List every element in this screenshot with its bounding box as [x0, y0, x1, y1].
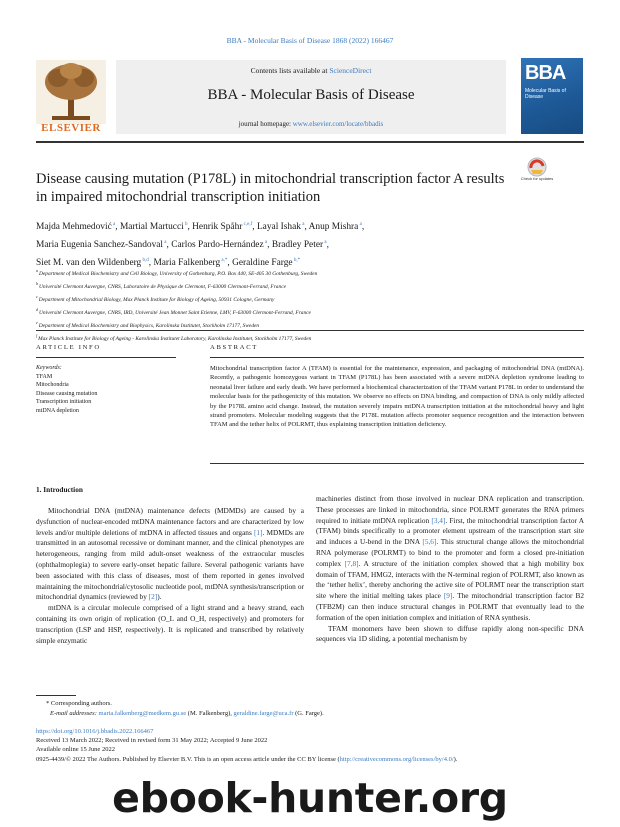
contents-prefix: Contents lists available at [250, 66, 330, 75]
header-rule [36, 141, 584, 143]
abstract-end-rule [210, 463, 584, 464]
affiliation-text: Department of Medical Biochemistry and Cell Biology, University of Gothenburg, P.O. Box 440, SE-405 30 Gothenburg, Sweden [39, 270, 318, 277]
citation-link[interactable]: [3,4] [431, 515, 446, 525]
keyword: Mitochondria [36, 382, 69, 389]
affiliation-text: Department of Mitochondrial Biology, Max Planck Institute for Biology of Ageing, 50931 Cologne, Germany [38, 296, 275, 303]
body-column-left [36, 506, 304, 646]
body-column-right [316, 494, 584, 645]
author-name[interactable]: , Layal Ishak [252, 222, 301, 233]
watermark: ebook-hunter.org [112, 774, 508, 822]
citation-link[interactable]: [9] [443, 591, 453, 601]
affiliation-list [36, 266, 584, 345]
elsevier-tree-icon [36, 60, 106, 124]
affiliation-marker: a [36, 268, 39, 273]
author-name[interactable]: Maria Eugenia Sanchez-Sandoval [36, 240, 164, 251]
author-line-2 [36, 235, 584, 253]
cover-title: BBA [525, 62, 566, 84]
received-dates: Received 13 March 2022; Received in revised form 31 May 2022; Accepted 9 June 2022 [36, 737, 268, 745]
affiliation-marker: e [36, 320, 39, 326]
license-line: 0925-4439/© 2022 The Authors. Published by Elsevier B.V. This is an open access article under the CC BY license (http://creativecommons.org/licenses/by/4.0/). [36, 755, 458, 763]
body-paragraph: Mitochondrial DNA (mtDNA) maintenance defects (MDMDs) are caused by a dysfunction of nuclear-encoded mtDNA maintenance factors and are characterized by low levels and/or multiple deletions of mtDNA in affected tissues and organs [1]. MDMDs are transmitted in an autosomal recessive or dominant manner, and the clinical phenotypes are heterogeneous, ranging from mild adult-onset weakness of the extraocular muscles (ophthalmoplegia) to severe early-onset hepatic failure. Several pathogenic variants have been associated with this class of diseases, most of them reported in genes involved maintaining the mitochondrial/cytosolic nucleotide pool, mtDNA synthesis/transcription or mitochondrial dynamics (reviewed by [2]). [36, 506, 304, 602]
author-name[interactable]: Majda Mehmedović [36, 222, 112, 233]
affiliation-marker[interactable]: a [263, 240, 268, 246]
email-link[interactable]: geraldine.farge@uca.fr [233, 709, 294, 717]
footnotes [36, 699, 584, 718]
cover-subtitle: Molecular Basis of Disease [525, 88, 566, 100]
keyword: Disease causing mutation [36, 390, 98, 397]
article-info-heading: ARTICLE INFO [36, 344, 101, 351]
keyword: TFAM [36, 374, 53, 380]
author-name[interactable]: , Martial Martucci [115, 222, 184, 233]
affiliation-marker[interactable]: b,d [141, 258, 149, 264]
article-title: Disease causing mutation (P178L) in mitochondrial transcription factor A results in impaired mitochondrial transcription initiation [36, 171, 505, 205]
corresponding-note: * Corresponding authors. [46, 700, 112, 707]
body-paragraph: TFAM monomers have been shown to diffuse rapidly along non-specific DNA sequences via 1D sliding, a potential mechanism by [316, 623, 584, 644]
journal-title: BBA - Molecular Basis of Disease [207, 87, 415, 103]
affiliation-marker[interactable]: a,* [220, 258, 228, 264]
email-link[interactable]: maria.falkenberg@medkem.gu.se [98, 709, 187, 717]
affiliation-marker[interactable]: b [183, 222, 188, 227]
affiliation-text: Université Clermont Auvergne, CNRS, Laboratoire de Physique de Clermont, F-63000 Clermont-Ferrand, France [39, 283, 286, 290]
doi-link[interactable]: https://doi.org/10.1016/j.bbadis.2022.166467 [36, 728, 154, 735]
abstract-rule [210, 357, 584, 358]
affiliation-marker[interactable]: c,e,f [242, 222, 253, 227]
affiliation-marker: f [36, 333, 39, 339]
citation-link[interactable]: [5,6] [422, 537, 437, 547]
affiliation-marker: b [36, 281, 39, 287]
citation-link[interactable]: [2] [148, 592, 158, 602]
author-name[interactable]: , Henrik Spåhr [187, 222, 243, 233]
body-paragraph: mtDNA is a circular molecule comprised of a light strand and a heavy strand, each containing its own origin of replication (O_L and O_H, respectively) and promoters for transcription (LSP and HSP, respectively). It is replicated and transcribed by relatively simple enzymatic [36, 603, 304, 645]
affiliation-text: Max Planck Institute for Biology of Ageing - Karolinska Institutet Laboratory, Karolinska Institutet, Stockholm 17177, Sweden [38, 336, 312, 343]
author-name[interactable]: , Maria Falkenberg [148, 258, 221, 269]
author-name[interactable]: , Geraldine Farge [227, 258, 293, 269]
affiliation-marker: d [36, 307, 39, 313]
publication-info [36, 727, 596, 764]
author-name[interactable]: Siet M. van den Wildenberg [36, 258, 142, 269]
affiliation-text: Department of Medical Biochemistry and Biophysics, Karolinska Institutet, Stockholm 17177, Sweden [38, 323, 260, 330]
author-name[interactable]: , Carlos Pardo-Hernández [166, 240, 264, 251]
author-line-1 [36, 217, 584, 235]
affiliation [36, 292, 584, 305]
footnote-rule [36, 695, 76, 696]
introduction-heading: 1. Introduction [36, 485, 83, 494]
article-info-rule [36, 357, 176, 358]
citation-link[interactable]: [7,8] [344, 558, 359, 568]
affiliation [36, 331, 584, 344]
author-list [36, 217, 584, 271]
keyword: mtDNA depletion [36, 407, 79, 414]
author-name[interactable]: , [361, 222, 365, 233]
section-rule [36, 330, 584, 331]
affiliation-text: Université Clermont Auvergne, CNRS, IRD, Université Jean Monnet Saint Etienne, LMV, F-63000 Clermont-Ferrand, France [39, 310, 311, 317]
journal-cover[interactable] [521, 58, 583, 134]
affiliation [36, 279, 584, 292]
affiliation-marker[interactable]: a [163, 240, 167, 246]
check-for-updates-label[interactable]: Check for updates [520, 176, 554, 181]
affiliation-marker[interactable]: a [358, 222, 362, 227]
affiliation-marker[interactable]: a [300, 222, 305, 227]
affiliation [36, 305, 584, 318]
body-paragraph: machineries distinct from those involved in nuclear DNA replication and transcription. These processes are linked in mitochondria, since POLRMT generates the RNA primers required to initiate mtDNA replication [3,4]. First, the mitochondrial transcription factor A (TFAM) binds specifically to a promoter element upstream of the transcription start site and induces a U-bend in the DNA [5,6]. This structural change allows the mitochondrial RNA polymerase (POLRMT) to bind to the promoter and form a closed pre-initiation complex [7,8]. A structure of the initiation complex showed that a high mobility box domain of TFAM, HMG2, interacts with the N-terminal region of POLRMT, also known as the ‘tether helix’, thereby anchoring the active site of POLRMT near the transcription start site where the initial melting takes place [9]. The mitochondrial transcription factor B2 (TFB2M) can then induce structural changes in POLRMT that eventually lead to the formation of the open initiation complex and initiation of RNA synthesis. [316, 494, 584, 622]
homepage-line [116, 120, 506, 128]
homepage-prefix: journal homepage: [238, 120, 293, 128]
email-line: E-mail addresses: maria.falkenberg@medkem.gu.se (M. Falkenberg), geraldine.farge@uca.fr (G. Farge). [50, 709, 324, 717]
homepage-link[interactable]: www.elsevier.com/locate/bbadis [292, 120, 384, 128]
abstract-text: Mitochondrial transcription factor A (TFAM) is essential for the maintenance, expression, and packaging of mitochondrial DNA (mtDNA). Recently, a pathogenic homozygous variant in TFAM (P178L) has been associated with a severe mtDNA depletion syndrome leading to neonatal liver failure and early death. We have performed a biochemical characterization of the TFAM variant P178L in order to understand the molecular basis for the pathogenicity of this mutation. We observe no effects on DNA binding, and compaction of DNA is only mildly affected by the P178L amino acid change. Instead, the mutation severely impairs mtDNA transcription initiation at the mitochondrial heavy and light strand promoters. Molecular modeling suggests that the P178L mutation affects promoter sequence recognition and the interaction between TFAM and the tether helix of POLRMT, thus explaining transcription initiation deficiency. [210, 365, 584, 429]
affiliation-marker[interactable]: a [111, 222, 116, 227]
sciencedirect-link[interactable]: ScienceDirect [329, 66, 372, 75]
keyword: Transcription initiation [36, 399, 92, 406]
author-name[interactable]: , [326, 240, 329, 251]
elsevier-wordmark: ELSEVIER [41, 122, 101, 134]
license-link[interactable]: http://creativecommons.org/licenses/by/4.0/ [339, 755, 454, 763]
keyword-list [36, 373, 97, 415]
journal-citation[interactable]: BBA - Molecular Basis of Disease 1868 (2022) 166467 [226, 36, 394, 45]
affiliation-marker[interactable]: b,* [292, 258, 301, 264]
author-name[interactable]: , Anup Mishra [304, 222, 359, 233]
available-online: Available online 15 June 2022 [36, 746, 115, 754]
affiliation-marker: c [36, 294, 39, 300]
affiliation [36, 266, 584, 279]
check-for-updates-icon[interactable] [522, 156, 552, 188]
citation-link[interactable]: [1] [254, 527, 263, 537]
affiliation-marker[interactable]: a [323, 240, 327, 246]
author-name[interactable]: , Bradley Peter [267, 240, 324, 251]
abstract-heading: ABSTRACT [210, 344, 259, 351]
keywords-heading: Keywords: [36, 365, 62, 371]
contents-line [116, 66, 506, 75]
